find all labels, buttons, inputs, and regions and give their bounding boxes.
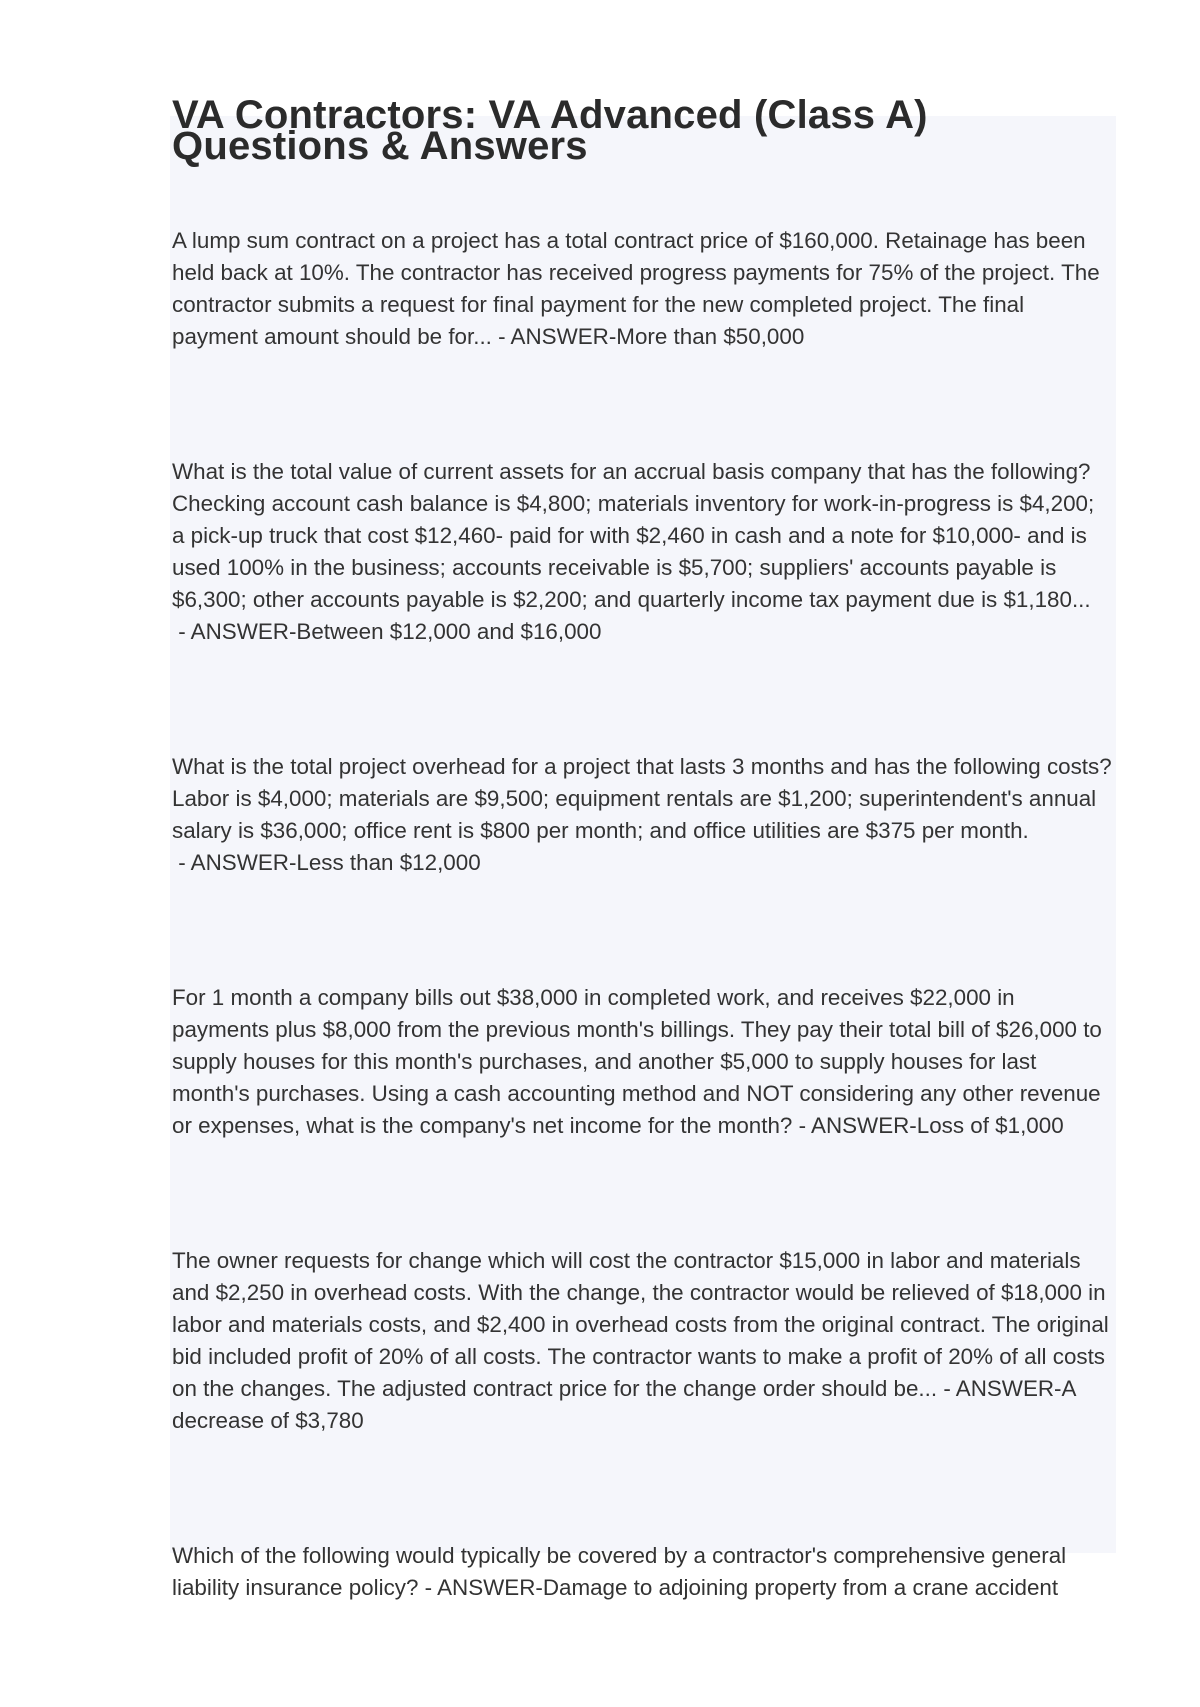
- question-text: What is the total value of current assets for an accrual basis company that has the following? Checking account cash balance is $4,800; materials inventory for work-in-progress is $4,200; a pick-up truck that cost $12,460- paid for with $2,460 in cash and a note for $10,000- and is used 100% in the business; accounts receivable is $5,700; suppliers' accounts payable is $6,300; other accounts payable is $2,200; and quarterly income tax payment due is $1,180...: [172, 459, 1095, 612]
- qa-item-4: [172, 982, 1112, 1142]
- question-text: Which of the following would typically be covered by a contractor's comprehensive general liability insurance policy?: [172, 1543, 1067, 1600]
- answer-separator: - ANSWER-: [172, 850, 297, 875]
- answer-text: Loss of $1,000: [916, 1113, 1064, 1138]
- question-text: A lump sum contract on a project has a total contract price of $160,000. Retainage has been held back at 10%. The contractor has received progress payments for 75% of the project. The contractor submits a request for final payment for the new completed project. The final payment amount should be for...: [172, 228, 1100, 349]
- answer-separator: - ANSWER-: [418, 1575, 543, 1600]
- qa-list: [172, 225, 1112, 1707]
- qa-item-3: [172, 751, 1112, 879]
- qa-item-1: [172, 225, 1112, 353]
- question-text: For 1 month a company bills out $38,000 in completed work, and receives $22,000 in payments plus $8,000 from the previous month's billings. They pay their total bill of $26,000 to supply houses for this month's purchases, and another $5,000 to supply houses for last month's purchases. Using a cash accounting method and NOT considering any other revenue or expenses, what is the company's net income for the month?: [172, 985, 1102, 1138]
- question-text: The owner requests for change which will cost the contractor $15,000 in labor and materials and $2,250 in overhead costs. With the change, the contractor would be relieved of $18,000 in labor and materials costs, and $2,400 in overhead costs from the original contract. The original bid included profit of 20% of all costs. The contractor wants to make a profit of 20% of all costs on the changes. The adjusted contract price for the change order should be...: [172, 1248, 1109, 1401]
- answer-separator: - ANSWER-: [491, 324, 617, 349]
- qa-item-2: [172, 456, 1112, 648]
- answer-separator: - ANSWER-: [937, 1376, 1062, 1401]
- qa-item-5: [172, 1245, 1112, 1437]
- answer-separator: - ANSWER-: [172, 619, 297, 644]
- answer-text: Damage to adjoining property from a crane accident: [542, 1575, 1059, 1600]
- qa-item-6: [172, 1540, 1112, 1604]
- answer-text: Less than $12,000: [296, 850, 481, 875]
- answer-text: More than $50,000: [616, 324, 805, 349]
- answer-text: A decrease of $3,780: [172, 1376, 1076, 1433]
- question-text: What is the total project overhead for a project that lasts 3 months and has the following costs? Labor is $4,000; materials are $9,500; equipment rentals are $1,200; superintendent's annual salary is $36,000; office rent is $800 per month; and office utilities are $375 per month.: [172, 754, 1112, 843]
- answer-separator: - ANSWER-: [792, 1113, 917, 1138]
- answer-text: Between $12,000 and $16,000: [296, 619, 602, 644]
- title-line-1: VA Contractors: VA Advanced (Class A): [172, 93, 928, 137]
- document-title: [172, 93, 1072, 168]
- title-line-2: Questions & Answers: [172, 124, 588, 168]
